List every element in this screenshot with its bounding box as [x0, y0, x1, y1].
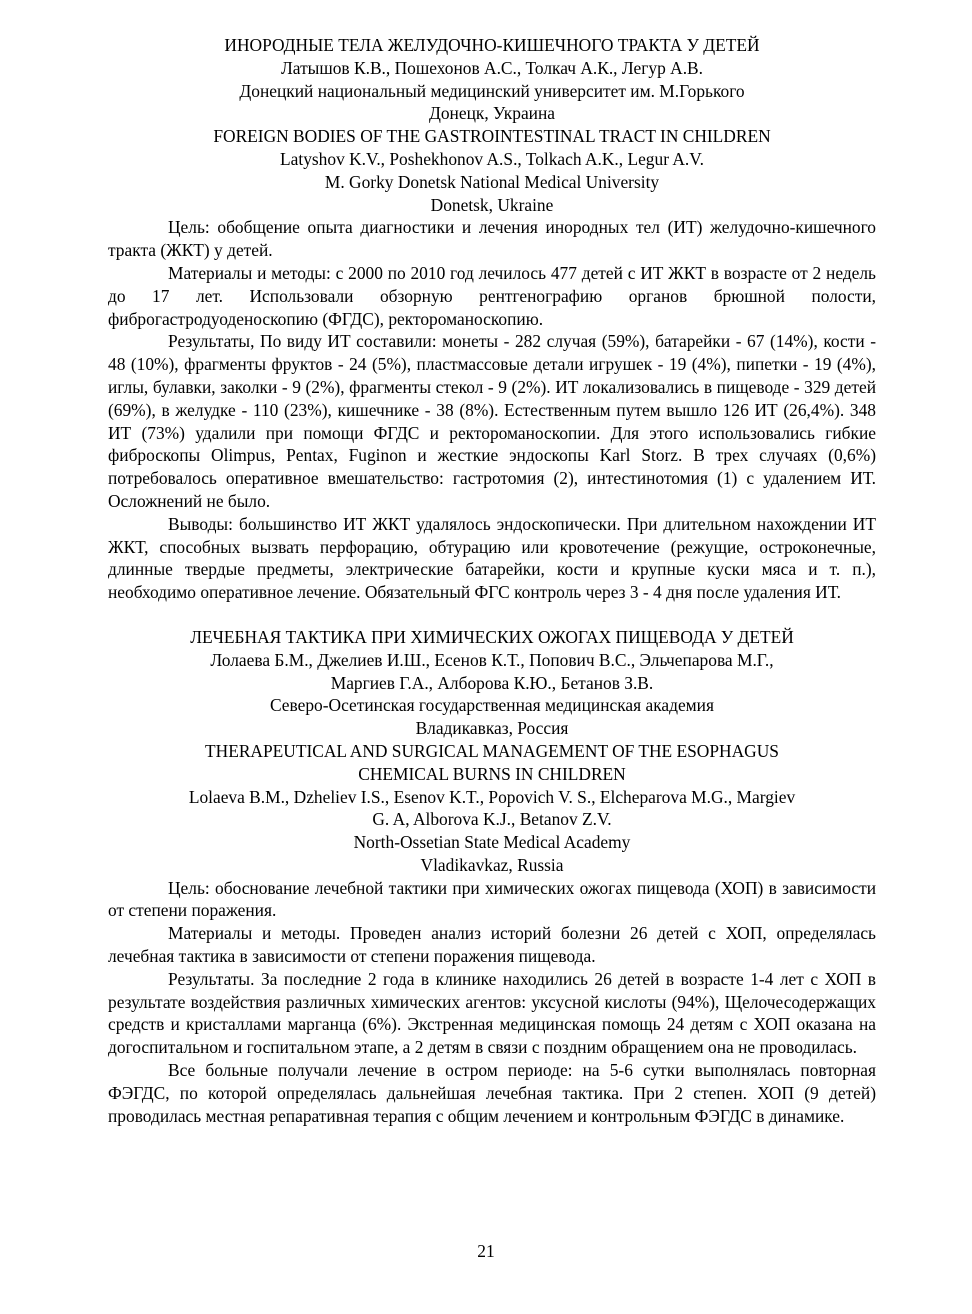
- article-city-ru: Донецк, Украина: [428, 103, 555, 124]
- section-spacer: [108, 604, 876, 626]
- article-foreign-bodies: [108, 34, 876, 604]
- article-title-en: FOREIGN BODIES OF THE GASTROINTESTINAL TRACT IN CHILDREN: [213, 126, 771, 147]
- document-page: [108, 34, 876, 1127]
- article-title-ru: ЛЕЧЕБНАЯ ТАКТИКА ПРИ ХИМИЧЕСКИХ ОЖОГАХ ПИЩЕВОДА У ДЕТЕЙ: [190, 626, 794, 647]
- paragraph-results: Результаты, По виду ИТ составили: монеты - 282 случая (59%), батарейки - 67 (14%), кости - 48 (10%), фрагменты фруктов - 24 (5%), пластмассовые детали игрушек - 19 (4%), пипетки - 19 (4%), иглы, булавки, заколки - 9 (2%), фрагменты стекол - 9 (2%). ИТ локализовались в пищеводе - 329 детей (69%), в желудке - 110 (23%), кишечнике - 38 (8%). Естественным путем вышло 126 ИТ (26,4%). 348 ИТ (73%) удалили при помощи ФГДС и ректороманоскопии. Для этого использовались гибкие фиброскопы Olimpus, Pentax, Fuginon и жесткие эндоскопы Karl Storz. В трех случаях (0,6%) потребовалось оперативное вмешательство: гастротомия (2), интестинотомия (1) с удалением ИТ. Осложнений не было.: [108, 331, 876, 511]
- article-authors-ru-line2: Маргиев Г.А., Алборова К.Ю., Бетанов З.В.: [330, 672, 654, 693]
- article-authors-ru: Латышов К.В., Пошехонов А.С., Толкач А.К., Легур А.В.: [281, 57, 703, 78]
- paragraph-methods: Материалы и методы: с 2000 по 2010 год лечилось 477 детей с ИТ ЖКТ в возрасте от 2 недель до 17 лет. Использовали обзорную рентгенографию органов брюшной полости, фиброгастродуоденоскопию (ФГДС), ректороманоскопию.: [108, 262, 876, 329]
- article-authors-en: Latyshov K.V., Poshekhonov A.S., Tolkach A.K., Legur A.V.: [280, 148, 704, 169]
- article-title-en-line2: CHEMICAL BURNS IN CHILDREN: [358, 763, 626, 784]
- article-affiliation-en: M. Gorky Donetsk National Medical University: [324, 171, 660, 192]
- article-title-ru: ИНОРОДНЫЕ ТЕЛА ЖЕЛУДОЧНО-КИШЕЧНОГО ТРАКТА У ДЕТЕЙ: [224, 35, 760, 55]
- paragraph-results: Результаты. За последние 2 года в клинике находились 26 детей в возрасте 1-4 лет с ХОП в результате воздействия различных химических агентов: уксусной кислоты (94%), Щелочесодержащих средств и кристаллами марганца (6%). Экстренная медицинская помощь 24 детям с ХОП оказана на догоспитальном и госпитальном этапе, а 2 детям в связи с поздним обращением она не проводилась.: [108, 968, 876, 1058]
- article-affiliation-ru: Северо-Осетинская государственная медицинская академия: [270, 695, 714, 716]
- article-affiliation-ru: Донецкий национальный медицинский университет им. М.Горького: [239, 80, 745, 101]
- article-affiliation-en: North-Ossetian State Medical Academy: [353, 832, 631, 853]
- page-number: 21: [477, 1241, 495, 1261]
- article-chemical-burns: [108, 626, 876, 1128]
- article-city-ru: Владикавказ, Россия: [415, 718, 569, 739]
- article-title-en-line1: THERAPEUTICAL AND SURGICAL MANAGEMENT OF THE ESOPHAGUS: [205, 740, 779, 761]
- paragraph-conclusions: Выводы: большинство ИТ ЖКТ удалялось эндоскопически. При длительном нахождении ИТ ЖКТ, способных вызвать перфорацию, обтурацию или кровотечение (режущие, остроконечные, длинные твердые предметы, электрические батарейки, кости и крупные куски мяса и т. п.), необходимо оперативное лечение. Обязательный ФГС контроль через 3 - 4 дня после удаления ИТ.: [108, 513, 876, 603]
- article-authors-ru-line1: Лолаева Б.М., Джелиев И.Ш., Есенов К.Т., Попович В.С., Эльчепарова М.Г.,: [210, 649, 774, 670]
- article-authors-en-line2: G. A, Alborova K.J., Betanov Z.V.: [372, 809, 612, 830]
- article-city-en: Vladikavkaz, Russia: [420, 854, 564, 875]
- paragraph-treatment: Все больные получали лечение в остром периоде: на 5-6 сутки выполнялась повторная ФЭГДС, по которой определялась дальнейшая лечебная тактика. При 2 степен. ХОП (9 детей) проводилась местная репаративная терапия с общим лечением и контрольным ФЭГДС в динамике.: [108, 1060, 876, 1126]
- paragraph-methods: Материалы и методы. Проведен анализ историй болезни 26 детей с ХОП, определялась лечебная тактика в зависимости от степени поражения пищевода.: [108, 923, 876, 967]
- paragraph-aim: Цель: обоснование лечебной тактики при химических ожогах пищевода (ХОП) в зависимости от степени поражения.: [108, 877, 876, 921]
- article-city-en: Donetsk, Ukraine: [430, 194, 554, 215]
- article-authors-en-line1: Lolaeva B.M., Dzheliev I.S., Esenov K.T., Popovich V. S., Elcheparova M.G., Margiev: [188, 786, 796, 807]
- paragraph-aim: Цель: обобщение опыта диагностики и лечения инородных тел (ИТ) желудочно-кишечного тракта (ЖКТ) у детей.: [108, 217, 876, 261]
